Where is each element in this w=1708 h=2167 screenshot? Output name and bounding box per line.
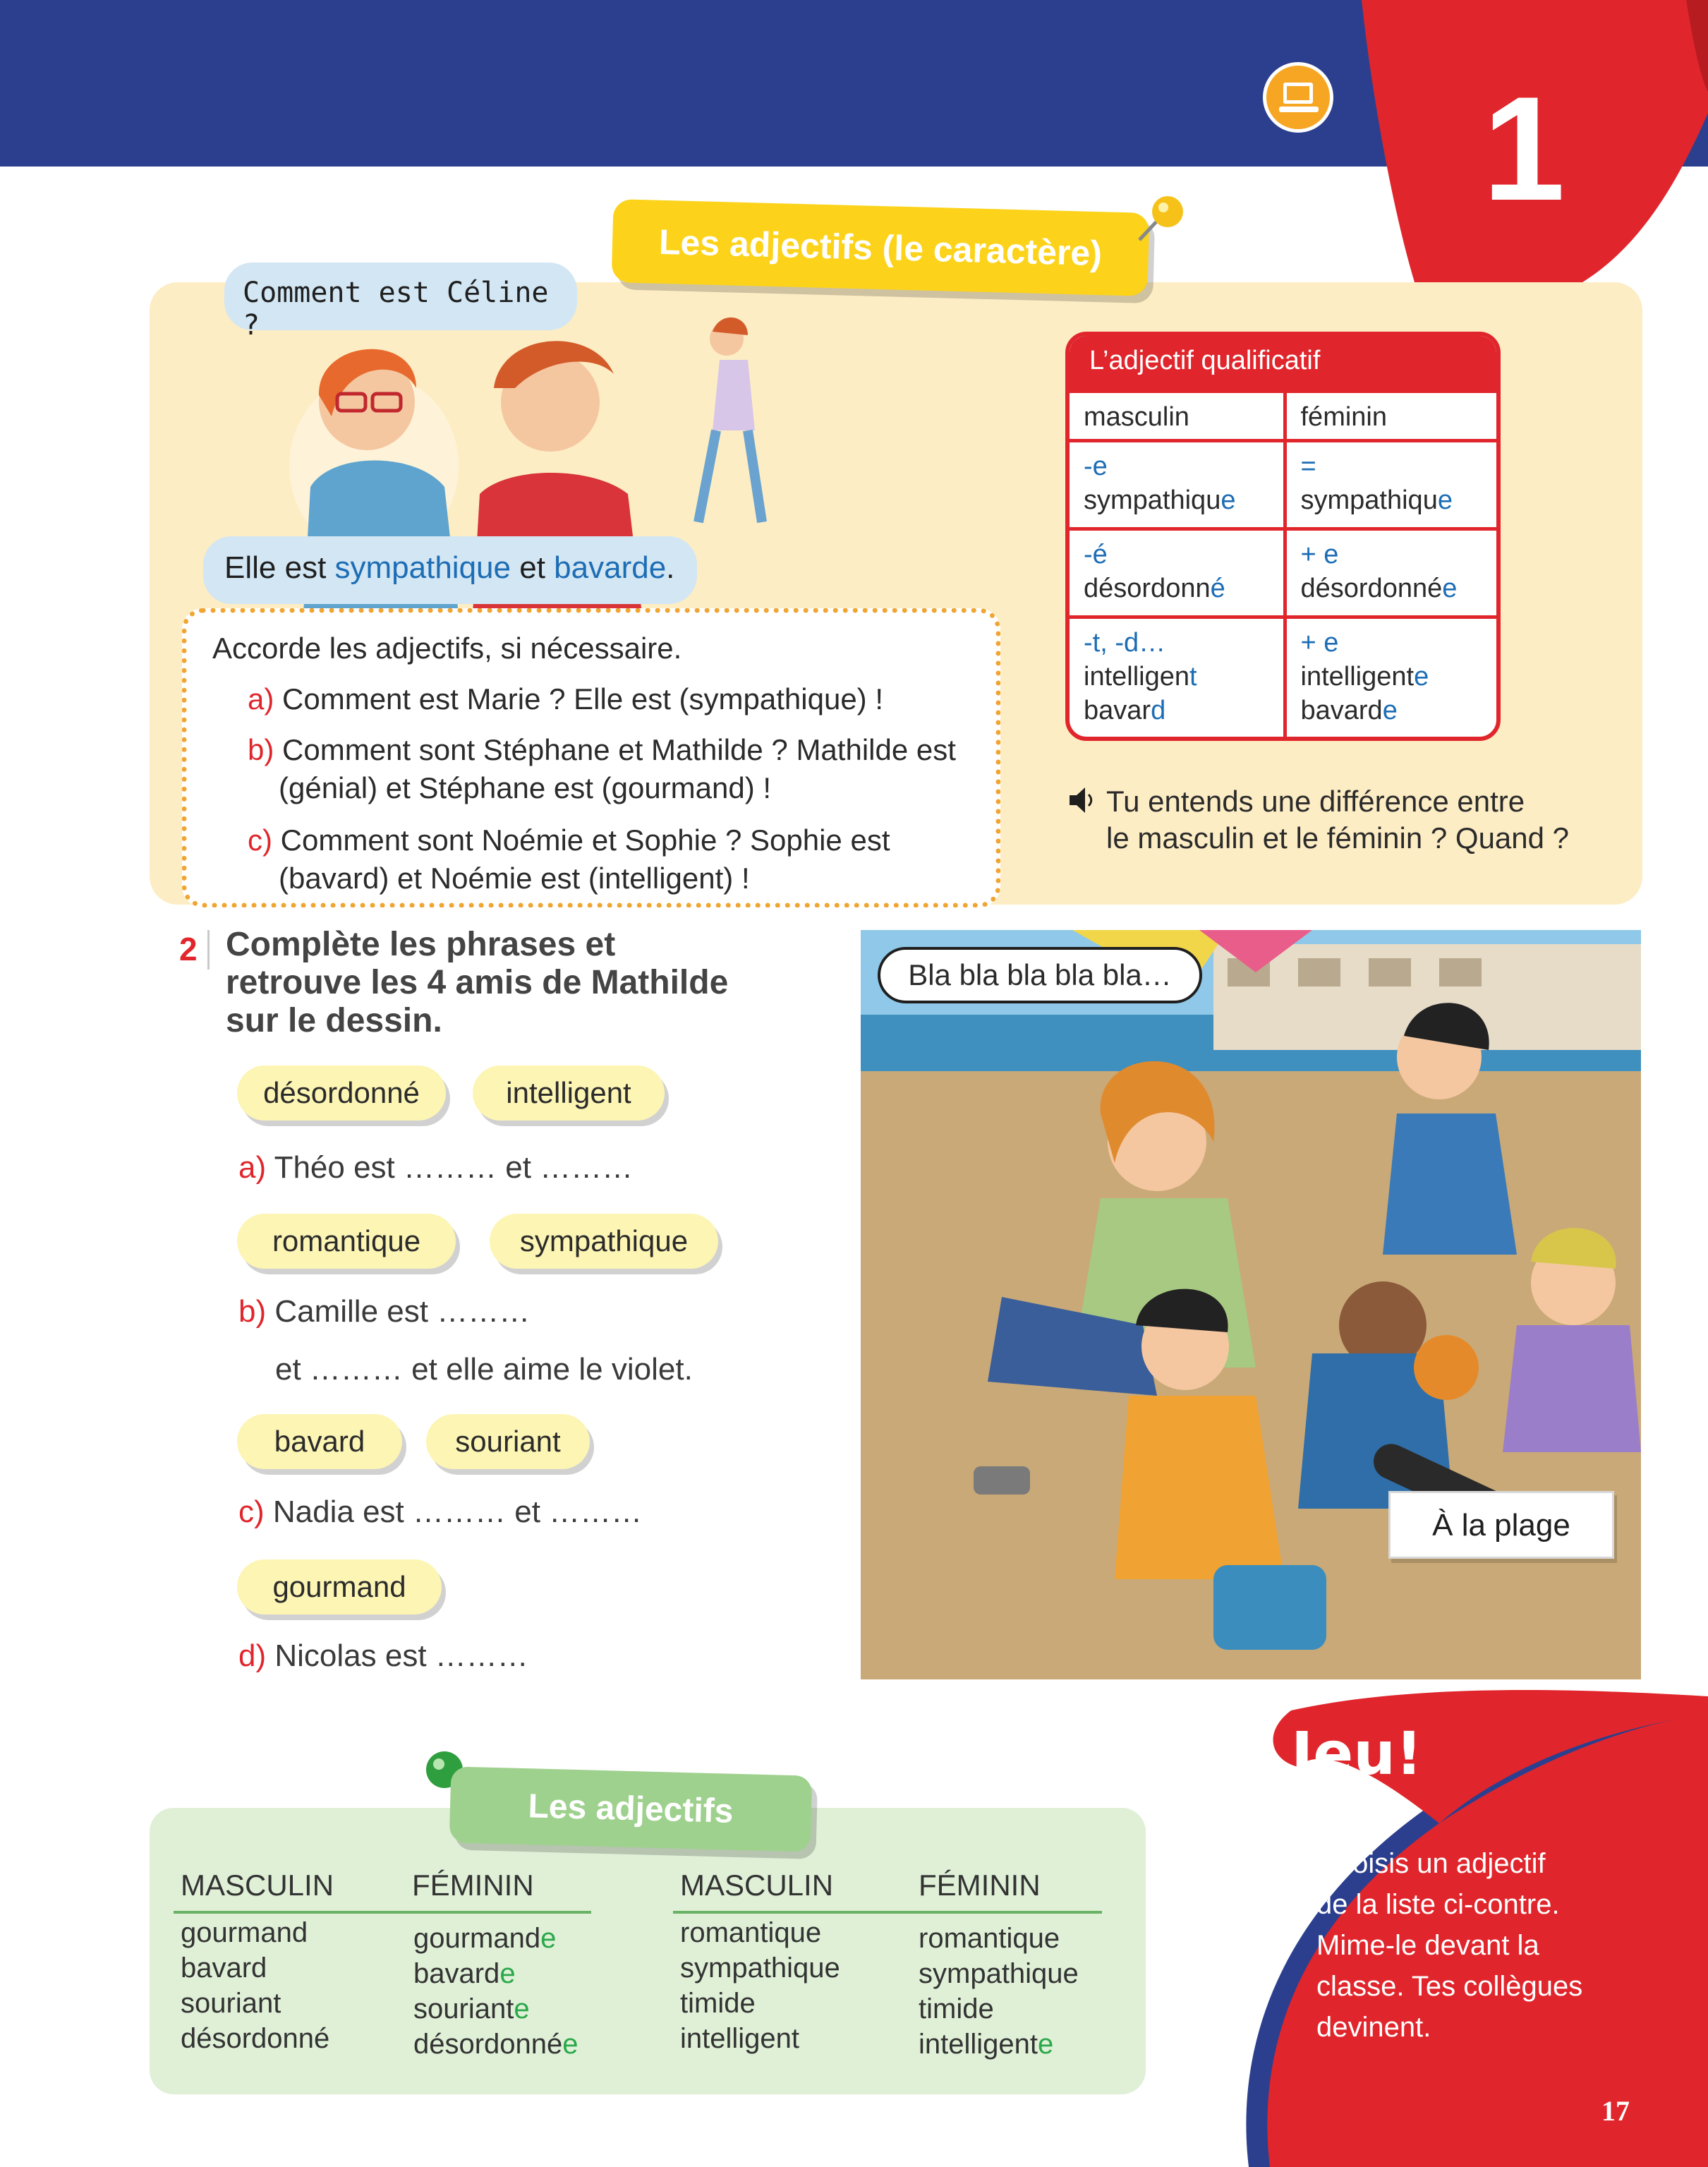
exercise-item: a) Comment est Marie ? Elle est (sympathique) ! [248,682,884,716]
sentence-b-continued: et ……… et elle aime le violet. [275,1352,693,1387]
word-chip[interactable]: gourmand [237,1559,442,1614]
table-cell: -é désordonné [1084,540,1225,603]
table-row [1070,615,1496,737]
table-header-feminin: féminin [1283,393,1497,439]
adjectives-title-pill [449,1766,813,1852]
exercise-item: c) Comment sont Noémie et Sophie ? Sophie est [248,823,890,857]
game-title: Jeu! [1291,1719,1423,1788]
column-rule [174,1911,591,1914]
unit-number: 1 [1482,66,1565,231]
audio-question: Tu entends une différence entre le masculin et le féminin ? Quand ? [1106,785,1570,855]
word-chip[interactable]: souriant [426,1414,590,1469]
feminine-list: gourmande bavarde souriante désordonnée [413,1923,579,2060]
sentence-c: c) Nadia est ……… et ……… [238,1495,643,1529]
feminine-list: romantique sympathique timide intelligente [919,1923,1079,2060]
table-header-masculin: masculin [1084,402,1189,432]
exercise-item-continued: (bavard) et Noémie est (intelligent) ! [279,862,750,895]
adjectives-title: Les adjectifs [527,1787,734,1830]
table-header-row [1070,390,1496,439]
sentence-a: a) Théo est ……… et ……… [238,1150,634,1185]
computer-icon[interactable] [1263,62,1333,133]
section-title-pill [612,199,1150,296]
table-cell: + e désordonnée [1283,531,1497,615]
page-number: 17 [1601,2095,1630,2127]
column-header-masculin: MASCULIN [680,1869,834,1902]
masculine-list: gourmand bavard souriant désordonné [181,1917,330,2054]
beach-scene-illustration [861,930,1641,1679]
pushpin-icon [1132,191,1189,247]
speech-bubble-bla: Bla bla bla bla bla… [878,947,1202,1003]
table-title: L’adjectif qualificatif [1070,336,1496,390]
exercise-number-divider [207,930,210,970]
column-rule [673,1911,1102,1914]
word-chip[interactable]: romantique [237,1214,456,1269]
table-row [1070,439,1496,527]
column-header-feminin: FÉMININ [412,1869,534,1902]
table-cell: -t, -d… intelligent bavard [1084,628,1197,725]
exercise-number: 2 [179,931,198,967]
exercise-item-continued: (génial) et Stéphane est (gourmand) ! [279,771,772,804]
table-cell: -e sympathique [1084,452,1236,515]
speech-bubble-question: Comment est Céline ? [224,262,577,330]
word-chip[interactable]: intelligent [473,1066,665,1121]
column-header-feminin: FÉMININ [919,1869,1041,1902]
agreement-exercise [182,608,1000,907]
exercise-title: Complète les phrases et retrouve les 4 amis de Mathilde sur le dessin. [226,926,729,1039]
word-chip[interactable]: sympathique [490,1214,718,1269]
speaker-icon[interactable] [1067,785,1098,816]
sentence-b: b) Camille est ……… [238,1294,531,1329]
word-chip[interactable]: désordonné [237,1066,446,1121]
section-title: Les adjectifs (le caractère) [658,222,1103,274]
exercise-item: b) Comment sont Stéphane et Mathilde ? Mathilde est [248,733,956,766]
scene-caption: À la plage [1388,1491,1614,1559]
table-cell: + e intelligente bavarde [1283,619,1497,737]
table-cell: = sympathique [1283,442,1497,527]
sentence-d: d) Nicolas est ……… [238,1638,528,1673]
table-row [1070,527,1496,615]
word-chip[interactable]: bavard [237,1414,402,1469]
masculine-list: romantique sympathique timide intelligent [680,1917,840,2054]
speech-bubble-answer: Elle est sympathique et bavarde. [203,536,697,604]
exercise-instruction: Accorde les adjectifs, si nécessaire. [212,632,682,665]
grammar-table [1065,332,1501,741]
game-instructions: Choisis un adjectif de la liste ci-contre. Mime-le devant la classe. Tes collègues devinent. [1316,1848,1583,2043]
column-header-masculin: MASCULIN [181,1869,334,1902]
